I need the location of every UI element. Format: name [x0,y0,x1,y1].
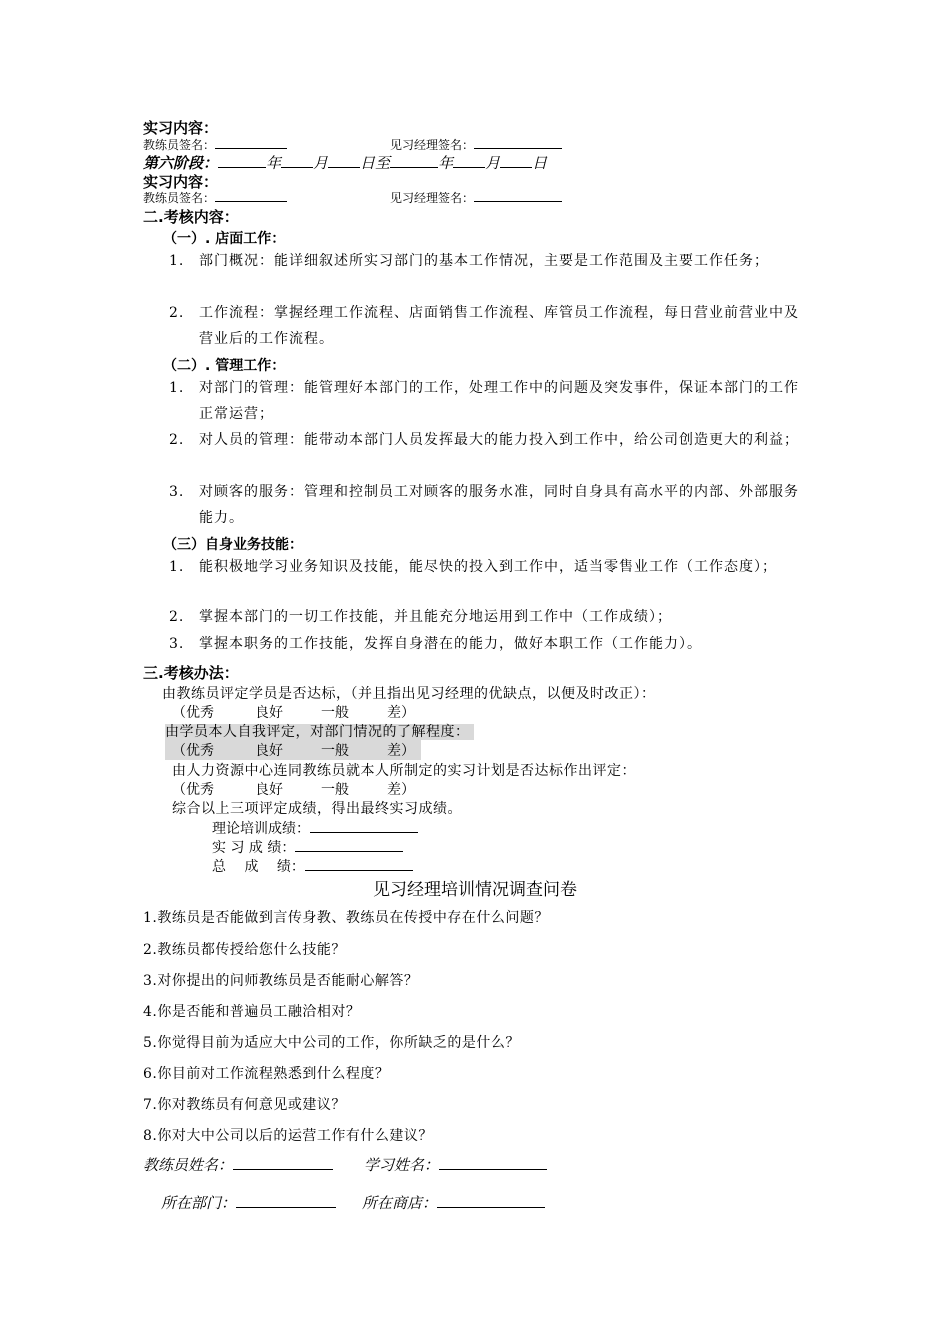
grade-row-1 [172,702,415,722]
theory-score-row [212,818,418,838]
item-text: 对部门的管理：能管理好本部门的工作，处理工作中的问题及突发事件，保证本部门的工作正常运营； [199,380,799,422]
coach-sign-field[interactable] [215,189,287,202]
store-field[interactable] [437,1195,545,1208]
survey-title: 见习经理培训情况调查问卷 [373,880,577,900]
day-text: 日 [532,154,548,172]
survey-question: 5.你觉得目前为适应大中公司的工作，你所缺乏的是什么？ [143,1035,520,1051]
sub3-heading: （三）自身业务技能： [163,537,303,553]
practice-score-field[interactable] [295,839,403,852]
practice-score-row [212,837,403,857]
coach-name-label: 教练员姓名： [143,1156,234,1174]
item-number: 1. [169,380,185,396]
item-number: 1. [169,559,185,575]
stage6-year-start[interactable] [218,155,266,168]
coach-name-row [143,1154,333,1175]
grade-good[interactable]: 良好 [255,743,283,759]
list-item [169,300,809,352]
survey-question: 2.教练员都传授给您什么技能？ [143,942,346,958]
grade-average[interactable]: 一般 [321,705,349,721]
stage6-day-start[interactable] [328,155,360,168]
grade-poor[interactable]: 差） [387,705,415,721]
coach-sign-field[interactable] [215,136,287,149]
evaluation-line-2 [165,721,474,741]
year-text: 年 [266,154,282,172]
survey-question: 7.你对教练员有何意见或建议？ [143,1097,346,1113]
item-number: 3. [169,484,185,500]
section3-heading: 三.考核办法： [143,664,239,682]
stage6-year-end[interactable] [390,155,438,168]
total-score-field[interactable] [305,858,413,871]
month-text: 月 [313,154,329,172]
signature-row-1 [143,136,287,153]
summary-line: 综合以上三项评定成绩，得出最终实习成绩。 [172,801,462,817]
month-text: 月 [485,154,501,172]
sub1-heading: （一）. 店面工作： [163,231,286,247]
grade-poor[interactable]: 差） [387,743,415,759]
manager-sign-label: 见习经理签名： [390,191,475,205]
list-item [169,604,809,630]
day-to-text: 日至 [360,154,391,172]
list-item [169,248,809,300]
grade-excellent[interactable]: （优秀 [172,705,214,721]
list-item [169,427,809,479]
stage6-row [143,152,547,173]
evaluation-line-1: 由教练员评定学员是否达标，（并且指出见习经理的优缺点，以便及时改正）： [162,686,656,702]
student-name-label: 学习姓名： [364,1156,440,1174]
coach-sign-label: 教练员签名： [143,138,216,152]
student-name-row [364,1154,547,1175]
item-number: 2. [169,305,185,321]
department-field[interactable] [236,1195,336,1208]
manager-sign-field[interactable] [474,189,562,202]
grade-poor[interactable]: 差） [387,782,415,798]
survey-question: 8.你对大中公司以后的运营工作有什么建议？ [143,1128,433,1144]
grade-good[interactable]: 良好 [255,705,283,721]
item-number: 2. [169,432,185,448]
coach-name-field[interactable] [233,1157,333,1170]
list-item [169,631,809,657]
stage6-month-end[interactable] [453,155,485,168]
coach-sign-label: 教练员签名： [143,191,216,205]
item-text: 能积极地学习业务知识及技能，能尽快的投入到工作中，适当零售业工作（工作态度）； [199,559,777,575]
content-label-2: 实习内容： [143,173,219,191]
stage6-month-start[interactable] [281,155,313,168]
practice-score-label: 实 习 成 绩： [212,840,296,856]
item-text: 对人员的管理：能带动本部门人员发挥最大的能力投入到工作中，给公司创造更大的利益； [199,432,799,448]
evaluation-line-3: 由人力资源中心连同教练员就本人所制定的实习计划是否达标作出评定： [172,763,636,779]
stage6-day-end[interactable] [500,155,532,168]
student-name-field[interactable] [439,1157,547,1170]
sub2-heading: （二）. 管理工作： [163,358,286,374]
theory-score-field[interactable] [310,820,418,833]
section2-heading: 二.考核内容： [143,208,239,226]
grade-row-3 [172,779,415,799]
department-row [161,1192,336,1213]
survey-question: 1.教练员是否能做到言传身教、教练员在传授中存在什么问题？ [143,910,549,926]
item-text: 对顾客的服务：管理和控制员工对顾客的服务水准，同时自身具有高水平的内部、外部服务能力。 [199,484,799,526]
department-label: 所在部门： [161,1194,237,1212]
manager-sign-row-1 [390,136,562,153]
total-score-label: 总 成 绩： [212,859,305,875]
manager-sign-field[interactable] [474,136,562,149]
grade-good[interactable]: 良好 [255,782,283,798]
store-label: 所在商店： [362,1194,438,1212]
store-row [362,1192,545,1213]
signature-row-2 [143,189,287,206]
theory-score-label: 理论培训成绩： [212,821,310,837]
list-item [169,375,809,427]
survey-question: 3.对你提出的问师教练员是否能耐心解答？ [143,973,419,989]
item-number: 2. [169,609,185,625]
list-item [169,479,809,531]
item-text: 工作流程：掌握经理工作流程、店面销售工作流程、库管员工作流程，每日营业前营业中及营业后的工作流程。 [199,305,799,347]
list-item [169,554,809,606]
manager-sign-label: 见习经理签名： [390,138,475,152]
evaluation-line-2-text: 由学员本人自我评定，对部门情况的了解程度： [165,724,474,740]
item-text: 掌握本职务的工作技能，发挥自身潜在的能力，做好本职工作（工作能力）。 [199,636,702,652]
item-number: 3. [169,636,185,652]
grade-average[interactable]: 一般 [321,782,349,798]
item-text: 部门概况：能详细叙述所实习部门的基本工作情况，主要是工作范围及主要工作任务； [199,253,769,269]
manager-sign-row-2 [390,189,562,206]
item-text: 掌握本部门的一切工作技能，并且能充分地运用到工作中（工作成绩）； [199,609,672,625]
item-number: 1. [169,253,185,269]
grade-excellent[interactable]: （优秀 [172,743,214,759]
total-score-row [212,856,413,876]
content-label-1: 实习内容： [143,119,219,137]
grade-average[interactable]: 一般 [321,743,349,759]
survey-question: 4.你是否能和普遍员工融洽相对？ [143,1004,361,1020]
year-text: 年 [438,154,454,172]
stage6-label: 第六阶段： [143,154,219,172]
grade-excellent[interactable]: （优秀 [172,782,214,798]
grade-row-2 [165,740,421,760]
survey-question: 6.你目前对工作流程熟悉到什么程度？ [143,1066,390,1082]
